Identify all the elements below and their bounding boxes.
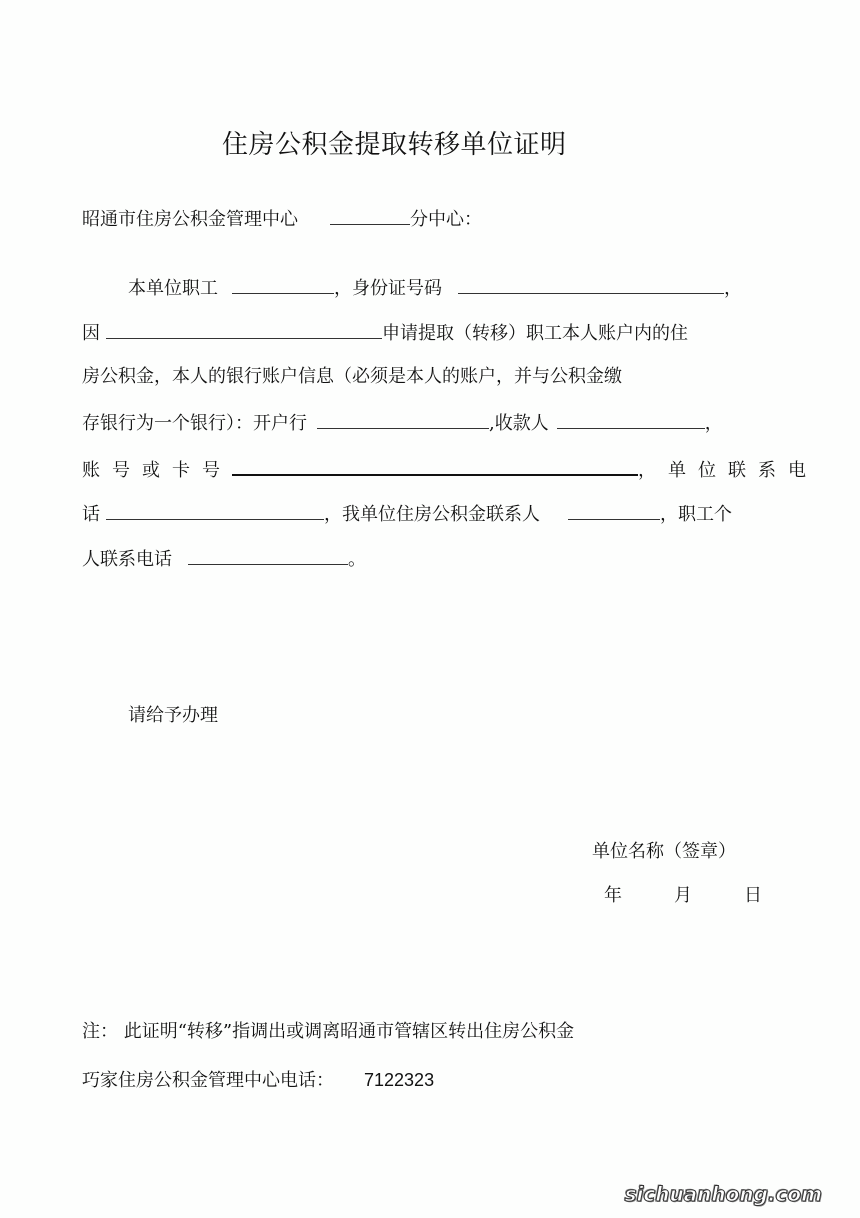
unit-phone-blank[interactable] (106, 501, 324, 520)
employee-phone-label: ，职工个 (660, 504, 732, 525)
employee-name-blank[interactable] (232, 275, 334, 294)
body-line-3: 房公积金，本人的银行账户信息（必须是本人的账户，并与公积金缴 (82, 366, 622, 387)
request-text: 请给予办理 (128, 705, 218, 726)
employee-phone-label-cont: 人联系电话 (82, 549, 172, 570)
body-line-2 (82, 320, 688, 346)
sub-center-blank[interactable] (330, 206, 410, 225)
reason-blank[interactable] (106, 320, 382, 339)
reason-suffix: 申请提取（转移）职工本人账户内的住 (382, 323, 688, 344)
account-number-blank[interactable] (232, 456, 638, 476)
id-number-label: ，身份证号码 (334, 278, 442, 299)
reason-label: 因 (82, 323, 100, 344)
contact-phone: 7122323 (364, 1070, 435, 1090)
body-line-6 (82, 501, 732, 527)
watermark: sichuanhong.com (624, 1182, 822, 1206)
comma: ， (724, 278, 742, 299)
bank-label: 存银行为一个银行）：开户行 (82, 413, 307, 434)
sub-center-suffix: 分中心： (410, 209, 482, 230)
period: 。 (348, 549, 366, 570)
comma: ， (704, 413, 723, 434)
body-line-4 (82, 410, 723, 436)
contact-person-blank[interactable] (568, 501, 660, 520)
payee-blank[interactable] (557, 410, 705, 429)
year-label: 年 (604, 885, 622, 906)
contact-label: 巧家住房公积金管理中心电话： (82, 1070, 334, 1091)
document-title: 住房公积金提取转移单位证明 (222, 130, 567, 160)
employee-label: 本单位职工 (128, 278, 218, 299)
phone-label-cont: 话 (82, 504, 100, 525)
body-line-7 (82, 546, 366, 572)
unit-name-seal: 单位名称（签章） (592, 841, 736, 862)
month-label: 月 (674, 885, 692, 906)
addressee-center: 昭通市住房公积金管理中心 (82, 209, 298, 230)
addressee-line (82, 206, 482, 232)
contact-person-label: ，我单位住房公积金联系人 (324, 504, 540, 525)
body-line-1 (128, 275, 742, 301)
date-line (604, 884, 762, 908)
account-number-label: 账号或卡号 (82, 460, 232, 481)
day-label: 日 (744, 885, 762, 906)
bank-blank[interactable] (317, 410, 489, 429)
note-text: 注： 此证明“转移”指调出或调离昭通市管辖区转出住房公积金 (82, 1021, 575, 1042)
unit-contact-label: ，单位联系电 (638, 460, 818, 481)
payee-label: ,收款人 (489, 413, 549, 434)
body-line-5 (82, 456, 818, 483)
contact-line (82, 1068, 434, 1093)
employee-phone-blank[interactable] (188, 546, 348, 565)
id-number-blank[interactable] (458, 275, 724, 294)
